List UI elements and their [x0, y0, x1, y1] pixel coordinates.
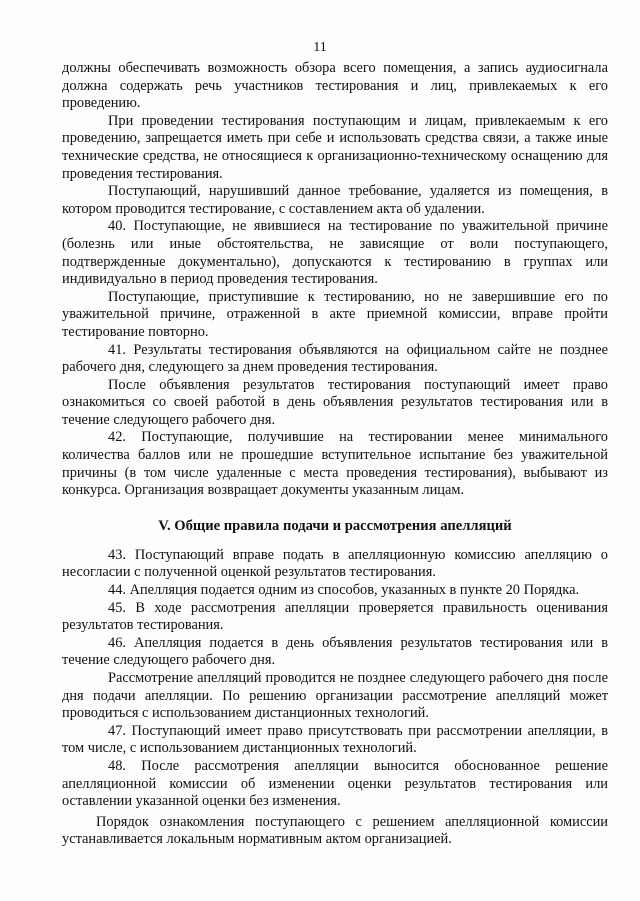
paragraph-item-44: 44. Апелляция подается одним из способов, указанных в пункте 20 Порядка. — [108, 582, 580, 599]
paragraph-item-48: 48. После рассмотрения апелляции выносится обоснованное решение апелляционной комиссии об изменении оценки результатов тестирования или оставлении указанной оценки без изменения. — [62, 757, 608, 810]
section-title: V. Общие правила подачи и рассмотрения апелляций — [158, 517, 512, 534]
paragraph-item-46: 46. Апелляция подается в день объявления результатов тестирования или в течение следующего рабочего дня. — [62, 634, 608, 669]
page-number: 11 — [313, 40, 327, 55]
paragraph-communication-ban: При проведении тестирования поступающим и лицам, привлекаемым к его проведению, запрещается иметь при себе и использовать средства связи, а также иные технические средства, не относящиеся к организационно-техническому оснащению для проведения тестирования. — [62, 112, 608, 182]
paragraph-item-45: 45. В ходе рассмотрения апелляции проверяется правильность оценивания результатов тестирования. — [62, 599, 608, 634]
paragraph-appeal-review: Рассмотрение апелляций проводится не позднее следующего рабочего дня после дня подачи апелляции. По решению организации рассмотрение апелляций может проводиться с использованием дистанционных технологий. — [62, 670, 608, 722]
paragraph-removal: Поступающий, нарушивший данное требование, удаляется из помещения, в котором проводится тестирование, с составлением акта об удалении. — [62, 183, 608, 217]
paragraph-final: Порядок ознакомления поступающего с решением апелляционной комиссии устанавливается локальным нормативным актом организацией. — [62, 813, 608, 848]
paragraph-retest: Поступающие, приступившие к тестированию, но не завершившие его по уважительной причине, отраженной в акте приемной комиссии, вправе пройти тестирование повторно. — [62, 288, 608, 340]
paragraph-item-40: 40. Поступающие, не явившиеся на тестирование по уважительной причине (болезнь или иные обстоятельства, не зависящие от воли поступающего, подтвержденные документально), допускаются к тестированию в группах или индивидуально в период проведения тестирования. — [62, 218, 608, 288]
paragraph-item-42: 42. Поступающие, получившие на тестировании менее минимального количества баллов или не прошедшие вступительное испытание без уважительной причины (в том числе удаленные с места проведения тестирования), выбывают из конкурса. Организация возвращает документы указанным лицам. — [62, 429, 608, 499]
document-body — [62, 60, 608, 849]
paragraph-review-work: После объявления результатов тестирования поступающий имеет право ознакомиться со своей работой в день объявления результатов тестирования или в течение следующего рабочего дня. — [62, 376, 608, 428]
paragraph-item-43: 43. Поступающий вправе подать в апелляционную комиссию апелляцию о несогласии с полученной оценкой результатов тестирования. — [62, 546, 608, 581]
paragraph-item-41: 41. Результаты тестирования объявляются на официальном сайте не позднее рабочего дня, следующего за днем проведения тестирования. — [62, 341, 608, 376]
paragraph-continued: должны обеспечивать возможность обзора всего помещения, а запись аудиосигнала должна содержать речь участников тестирования и лиц, привлекаемых к его проведению. — [62, 60, 608, 112]
paragraph-item-47: 47. Поступающий имеет право присутствовать при рассмотрении апелляции, в том числе, с использованием дистанционных технологий. — [62, 722, 608, 757]
